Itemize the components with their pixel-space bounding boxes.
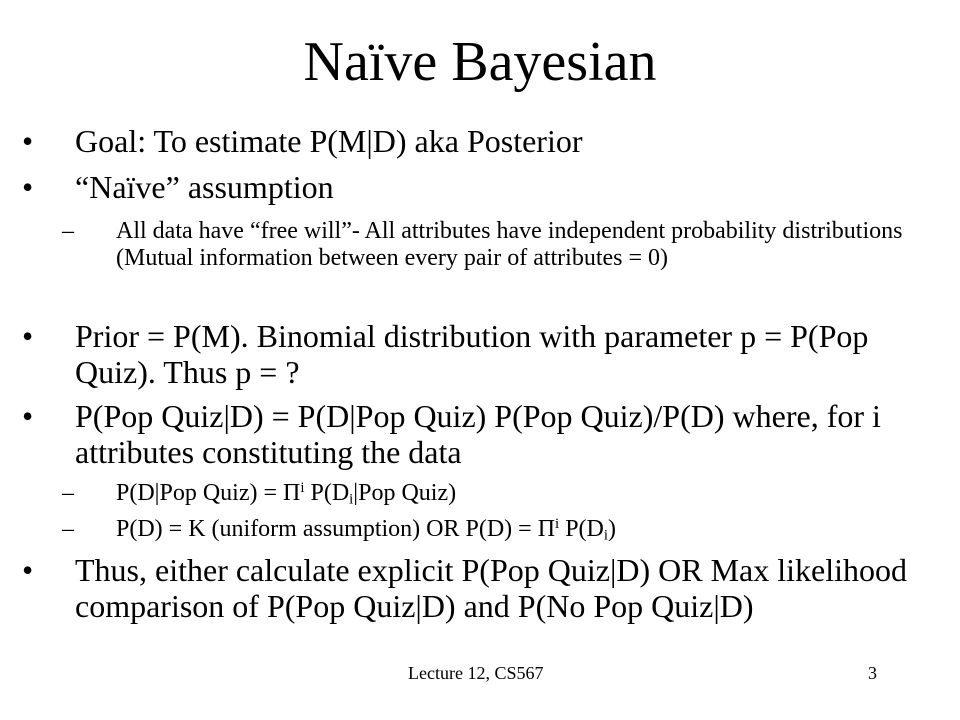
bullet-text: Thus, either calculate explicit P(Pop Quiz|D) OR Max likelihood comparison of P(Pop Quiz|D) and P(No Pop Quiz|D) [75, 552, 907, 624]
bullet-text: “Naïve” assumption [75, 169, 334, 205]
bullet-marker: • [22, 169, 34, 205]
sub-item-text: P(D|Pop Quiz) = $\Pi^i$ $P(D_i|Pop$ Quiz) [116, 479, 457, 508]
bullet-text: Goal: To estimate P(M|D) aka Posterior [75, 123, 583, 159]
bullet-marker: • [22, 398, 34, 434]
bullet-marker: • [22, 552, 34, 588]
dash-marker: – [62, 218, 74, 244]
dash-marker: – [62, 480, 74, 506]
bullet-marker: • [22, 318, 34, 354]
sub-item-text: All data have “free will”- All attributes have independent probability distributions (Mutual information between every pair of attributes = 0) [116, 218, 903, 271]
page-number: 3 [868, 663, 877, 683]
footer-label: Lecture 12, CS567 [408, 663, 544, 683]
bullet-text: P(Pop Quiz|D) = P(D|Pop Quiz) P(Pop Quiz)/P(D) where, for i attributes constituting the data [75, 398, 881, 470]
slide-title: Naïve Bayesian [303, 31, 657, 93]
bullet-marker: • [22, 123, 34, 159]
sub-item-text: P(D) = K (uniform assumption) OR $P(D) = \Pi^i$ $P(D_i)$ [116, 515, 616, 544]
bullet-text: Prior = P(M). Binomial distribution with parameter p = P(Pop Quiz). Thus p = ? [75, 318, 869, 390]
dash-marker: – [62, 516, 74, 542]
